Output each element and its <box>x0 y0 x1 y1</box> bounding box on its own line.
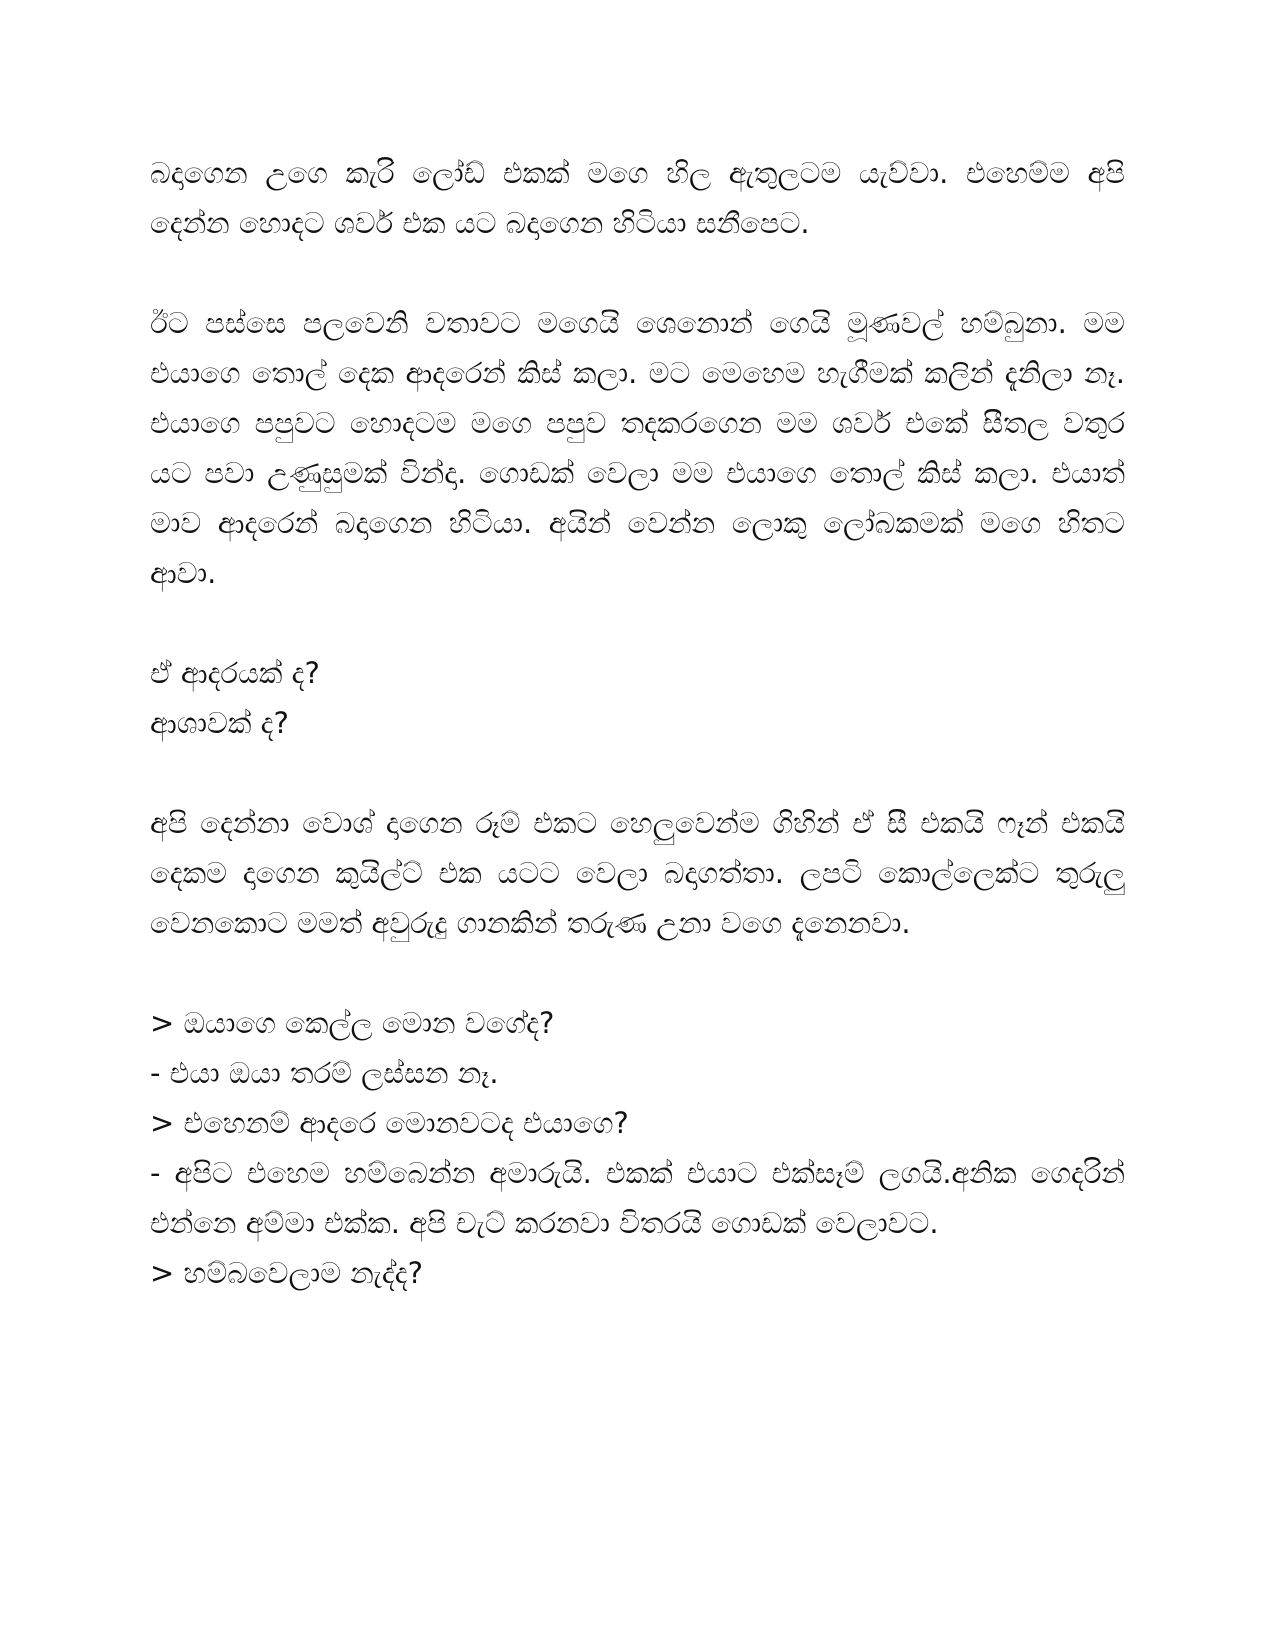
dialogue-line-1: > ඔයාගෙ කෙල්ල මොන වගේද? <box>150 1006 555 1040</box>
paragraph-2: ඊට පස්සෙ පලවෙනි වතාවට මගෙයි ශෙනොන් ගෙයි මූණවල් හම්බුනා. මම එයාගෙ තොල් දෙක ආදරෙන් කිස් කලා. මට මෙහෙම හැගීමක් කලින් දැනිලා නෑ. එයාගෙ පපුවට හොදටම මගෙ පපුව තදකරගෙන මම ශවර් එකේ සීතල වතුර යට පවා උණුසුමක් වින්දා. ගොඩක් වෙලා මම එයාගෙ තොල් කිස් කලා. එයාත් මාව ආදරෙන් බදාගෙන හිටියා. අයින් වෙන්න ලොකු ලෝබකමක් මගෙ හිතට ආවා. <box>150 306 1125 590</box>
question-line-1: ඒ ආදරයක් ද? <box>150 656 320 690</box>
paragraph-1: බදාගෙන උගෙ කැරි ලෝඩ් එකක් මගෙ හිල ඇතුලටම යැව්වා. එහෙම්ම අපි දෙන්න හොදට ශවර් එක යට බදාගෙන හිටියා සනීපෙට. <box>150 156 1125 240</box>
dialogue-block <box>150 998 1125 1298</box>
dialogue-line-2: - එයා ඔයා තරම් ලස්සන නෑ. <box>150 1056 499 1090</box>
paragraph-3: අපි දෙන්නා වොශ් දාගෙන රූම් එකට හෙලුවෙන්ම ගිහින් ඒ සී එකයි ෆෑන් එකයි දෙකම දාගෙන කුයිල්ට් එක යටට වෙලා බදාගත්තා. ලපටි කොල්ලෙක්ට තුරුලු වෙනකොට මමත් අවුරුදු ගානකින් තරුණ උනා වගෙ දැනෙනවා. <box>150 806 1125 940</box>
dialogue-line-3: > එහෙනම් ආදරෙ මොනවටද එයාගෙ? <box>150 1106 629 1140</box>
document-body <box>150 148 1125 1348</box>
question-block <box>150 648 1125 748</box>
dialogue-line-4: - අපිට එහෙම හම්බෙන්න අමාරුයි. එකක් එයාට එක්සෑම් ලගයි.අනික ගෙදරින් එන්නෙ අම්මා එක්ක. අපි චැට් කරනවා විතරයි ගොඩක් වෙලාවට. <box>150 1156 1125 1240</box>
dialogue-line-5: > හම්බවෙලාම නැද්ද? <box>150 1256 424 1290</box>
question-line-2: ආශාවක් ද? <box>150 706 289 740</box>
